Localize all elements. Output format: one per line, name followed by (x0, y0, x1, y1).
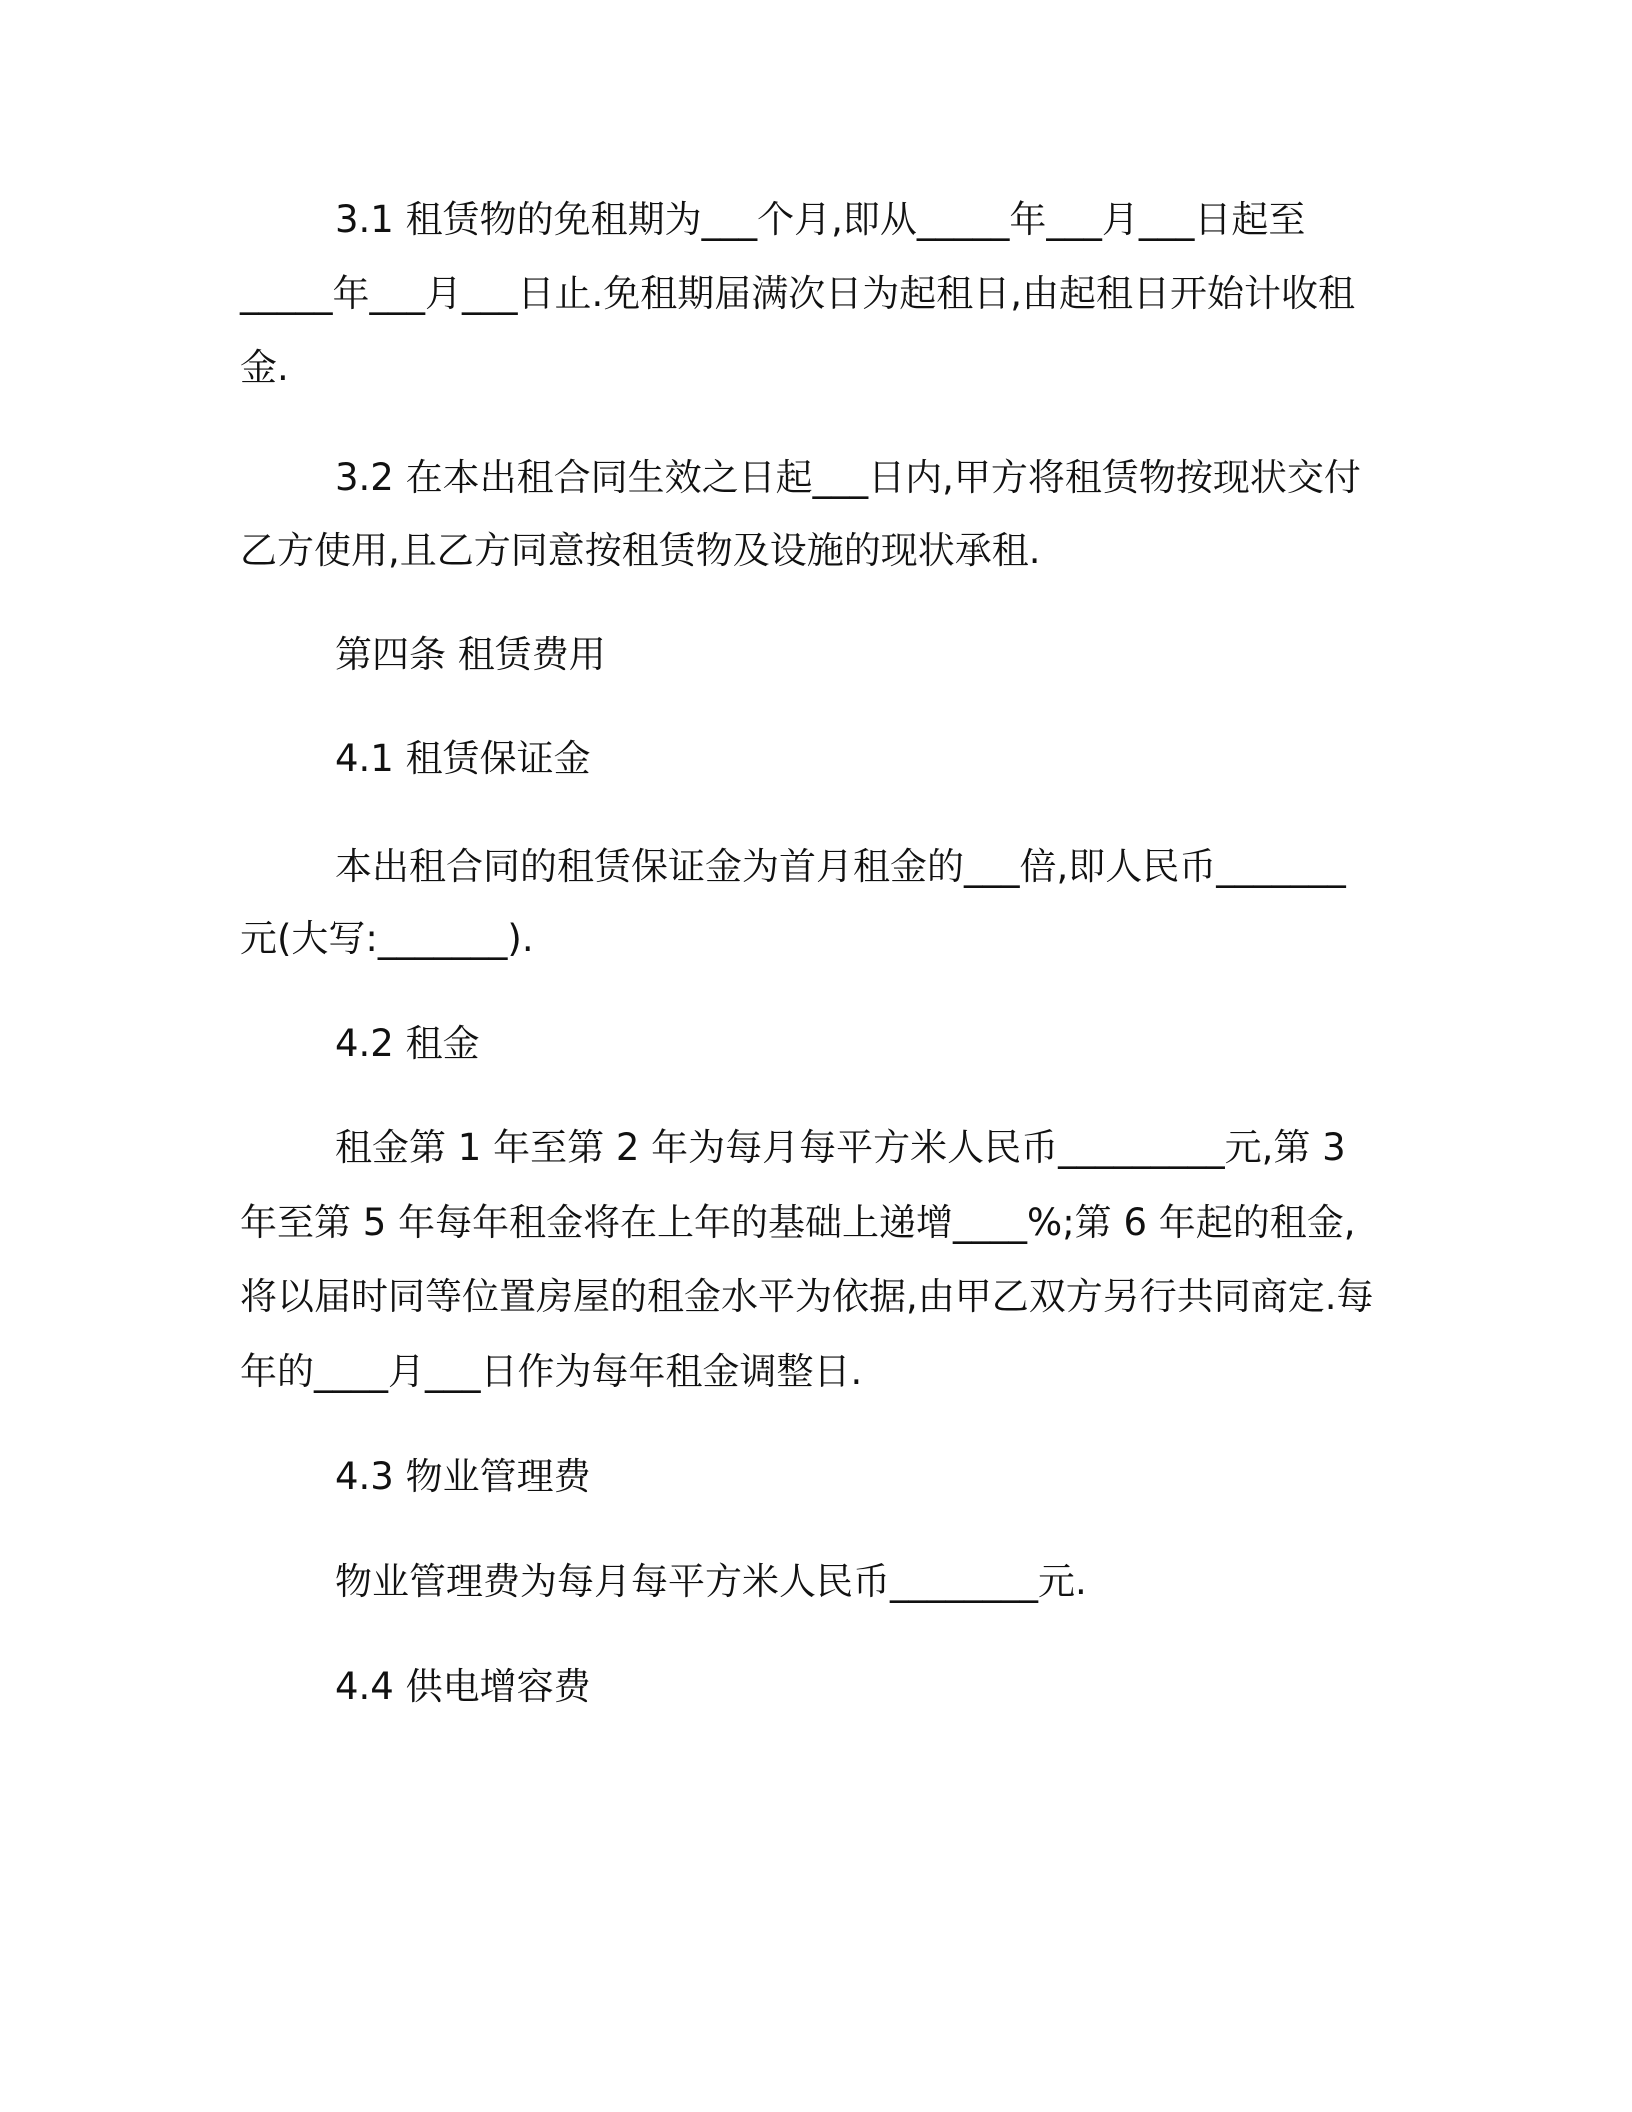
clause-3-2-line-2: 乙方使用,且乙方同意按租赁物及设施的现状承租. (240, 529, 1041, 572)
clause-4-2-line-1: 租金第 1 年至第 2 年为每月每平方米人民币_________元,第 3 (335, 1126, 1346, 1169)
clause-4-2-line-3: 将以届时同等位置房屋的租金水平为依据,由甲乙双方另行共同商定.每 (240, 1275, 1374, 1318)
clause-4-1-title: 4.1 租赁保证金 (335, 737, 591, 780)
clause-4-2-line-2: 年至第 5 年每年租金将在上年的基础上递增____%;第 6 年起的租金, (240, 1201, 1356, 1244)
clause-3-1-line-1: 3.1 租赁物的免租期为___个月,即从_____年___月___日起至 (335, 198, 1306, 241)
clause-4-1-line-2: 元(大写:_______). (240, 917, 534, 960)
clause-4-1-line-1: 本出租合同的租赁保证金为首月租金的___倍,即人民币_______ (335, 845, 1346, 888)
article-4-title: 第四条 租赁费用 (335, 633, 606, 676)
clause-3-1-line-2: _____年___月___日止.免租期届满次日为起租日,由起租日开始计收租 (240, 272, 1356, 315)
clause-4-3-line-1: 物业管理费为每月每平方米人民币________元. (335, 1560, 1087, 1603)
clause-4-4-title: 4.4 供电增容费 (335, 1665, 591, 1708)
clause-4-2-line-4: 年的____月___日作为每年租金调整日. (240, 1350, 863, 1393)
clause-4-2-title: 4.2 租金 (335, 1022, 480, 1065)
clause-3-1-line-3: 金. (240, 346, 289, 389)
clause-3-2-line-1: 3.2 在本出租合同生效之日起___日内,甲方将租赁物按现状交付 (335, 456, 1361, 499)
clause-4-3-title: 4.3 物业管理费 (335, 1455, 591, 1498)
